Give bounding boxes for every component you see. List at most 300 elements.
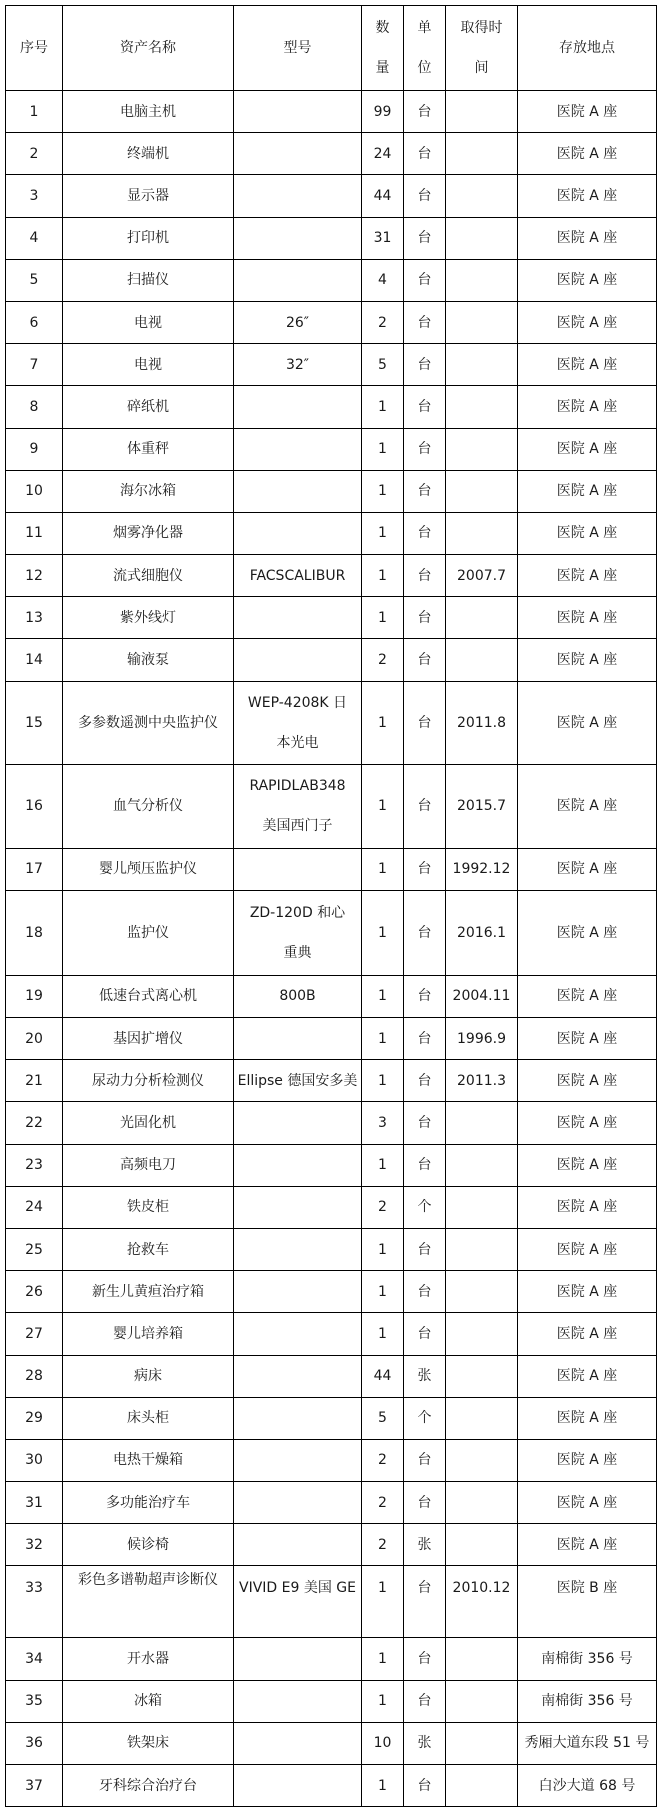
cell-unit: 台 [404, 1482, 446, 1524]
cell-unit: 台 [404, 639, 446, 681]
cell-unit: 台 [404, 597, 446, 639]
cell-location: 医院 A 座 [518, 217, 657, 259]
cell-location: 医院 A 座 [518, 512, 657, 554]
cell-location: 医院 A 座 [518, 639, 657, 681]
cell-index: 22 [6, 1102, 63, 1144]
cell-quantity: 3 [362, 1102, 404, 1144]
cell-acquired-date: 2015.7 [446, 764, 518, 848]
cell-index: 13 [6, 597, 63, 639]
table-row [6, 681, 657, 764]
cell-acquired-date: 2016.1 [446, 890, 518, 975]
cell-acquired-date [446, 1313, 518, 1355]
table-row [6, 428, 657, 470]
cell-index: 3 [6, 175, 63, 217]
cell-quantity: 2 [362, 301, 404, 343]
cell-quantity: 1 [362, 890, 404, 975]
cell-index: 10 [6, 470, 63, 512]
cell-location: 医院 A 座 [518, 470, 657, 512]
cell-quantity: 2 [362, 1186, 404, 1228]
cell-asset-name: 抢救车 [63, 1228, 234, 1270]
cell-acquired-date [446, 512, 518, 554]
table-row [6, 1144, 657, 1186]
cell-acquired-date [446, 1228, 518, 1270]
cell-index: 31 [6, 1482, 63, 1524]
cell-asset-name: 病床 [63, 1355, 234, 1397]
cell-model [234, 1524, 362, 1566]
cell-location: 医院 A 座 [518, 1482, 657, 1524]
cell-quantity: 2 [362, 1482, 404, 1524]
cell-asset-name: 海尔冰箱 [63, 470, 234, 512]
cell-location: 医院 A 座 [518, 386, 657, 428]
cell-quantity: 1 [362, 848, 404, 890]
asset-table [5, 5, 657, 1807]
cell-quantity: 24 [362, 133, 404, 175]
table-row [6, 1060, 657, 1102]
cell-index: 24 [6, 1186, 63, 1228]
table-row [6, 1566, 657, 1638]
cell-unit: 台 [404, 1439, 446, 1481]
cell-asset-name: 床头柜 [63, 1397, 234, 1439]
cell-location: 医院 A 座 [518, 597, 657, 639]
cell-model [234, 1144, 362, 1186]
cell-unit: 台 [404, 975, 446, 1017]
cell-model [234, 1638, 362, 1680]
cell-location: 医院 A 座 [518, 1102, 657, 1144]
cell-asset-name: 牙科综合治疗台 [63, 1765, 234, 1807]
cell-asset-name: 血气分析仪 [63, 764, 234, 848]
table-row [6, 597, 657, 639]
cell-quantity: 1 [362, 555, 404, 597]
cell-acquired-date [446, 133, 518, 175]
cell-acquired-date [446, 639, 518, 681]
cell-unit: 个 [404, 1186, 446, 1228]
table-row [6, 1765, 657, 1807]
cell-quantity: 1 [362, 1313, 404, 1355]
table-row [6, 1313, 657, 1355]
cell-unit: 台 [404, 1228, 446, 1270]
cell-asset-name: 婴儿培养箱 [63, 1313, 234, 1355]
cell-acquired-date [446, 1765, 518, 1807]
cell-model [234, 1313, 362, 1355]
cell-model [234, 133, 362, 175]
cell-asset-name: 紫外线灯 [63, 597, 234, 639]
cell-location: 医院 B 座 [518, 1566, 657, 1638]
cell-model [234, 512, 362, 554]
cell-model: 32″ [234, 344, 362, 386]
cell-unit: 台 [404, 133, 446, 175]
cell-acquired-date: 1992.12 [446, 848, 518, 890]
header-unit: 单位 [404, 6, 446, 91]
table-row [6, 386, 657, 428]
cell-asset-name: 终端机 [63, 133, 234, 175]
cell-location: 医院 A 座 [518, 1018, 657, 1060]
table-row [6, 1638, 657, 1680]
cell-index: 6 [6, 301, 63, 343]
cell-unit: 台 [404, 1313, 446, 1355]
cell-model: ZD-120D 和心重典 [234, 890, 362, 975]
cell-model [234, 386, 362, 428]
cell-index: 28 [6, 1355, 63, 1397]
cell-index: 29 [6, 1397, 63, 1439]
table-row [6, 259, 657, 301]
table-body [6, 91, 657, 1807]
cell-model: WEP-4208K 日本光电 [234, 681, 362, 764]
header-model: 型号 [234, 6, 362, 91]
cell-asset-name: 烟雾净化器 [63, 512, 234, 554]
cell-asset-name: 高频电刀 [63, 1144, 234, 1186]
cell-acquired-date [446, 1482, 518, 1524]
cell-quantity: 99 [362, 91, 404, 133]
cell-asset-name: 输液泵 [63, 639, 234, 681]
cell-quantity: 1 [362, 1566, 404, 1638]
cell-quantity: 1 [362, 975, 404, 1017]
cell-unit: 台 [404, 175, 446, 217]
cell-acquired-date [446, 1186, 518, 1228]
cell-index: 7 [6, 344, 63, 386]
cell-location: 医院 A 座 [518, 1355, 657, 1397]
cell-acquired-date [446, 597, 518, 639]
table-row [6, 890, 657, 975]
cell-model: RAPIDLAB348 美国西门子 [234, 764, 362, 848]
table-row [6, 1722, 657, 1764]
cell-index: 34 [6, 1638, 63, 1680]
cell-model: 26″ [234, 301, 362, 343]
cell-quantity: 1 [362, 1765, 404, 1807]
cell-model [234, 1102, 362, 1144]
cell-unit: 台 [404, 1144, 446, 1186]
cell-unit: 台 [404, 681, 446, 764]
cell-index: 17 [6, 848, 63, 890]
cell-index: 23 [6, 1144, 63, 1186]
cell-index: 30 [6, 1439, 63, 1481]
cell-asset-name: 碎纸机 [63, 386, 234, 428]
cell-model [234, 1722, 362, 1764]
cell-unit: 台 [404, 1638, 446, 1680]
cell-asset-name: 电热干燥箱 [63, 1439, 234, 1481]
cell-index: 27 [6, 1313, 63, 1355]
cell-unit: 台 [404, 428, 446, 470]
table-row [6, 975, 657, 1017]
cell-index: 33 [6, 1566, 63, 1638]
cell-unit: 台 [404, 301, 446, 343]
cell-unit: 台 [404, 1271, 446, 1313]
table-row [6, 512, 657, 554]
cell-index: 26 [6, 1271, 63, 1313]
cell-unit: 台 [404, 1018, 446, 1060]
table-row [6, 1228, 657, 1270]
cell-asset-name: 电脑主机 [63, 91, 234, 133]
table-row [6, 848, 657, 890]
cell-acquired-date [446, 1439, 518, 1481]
cell-unit: 台 [404, 1680, 446, 1722]
cell-location: 医院 A 座 [518, 428, 657, 470]
cell-unit: 台 [404, 1102, 446, 1144]
table-row [6, 639, 657, 681]
cell-acquired-date: 2007.7 [446, 555, 518, 597]
cell-location: 医院 A 座 [518, 259, 657, 301]
cell-location: 医院 A 座 [518, 1186, 657, 1228]
cell-acquired-date [446, 1144, 518, 1186]
cell-asset-name: 尿动力分析检测仪 [63, 1060, 234, 1102]
cell-model [234, 1439, 362, 1481]
cell-unit: 台 [404, 764, 446, 848]
cell-quantity: 1 [362, 1680, 404, 1722]
cell-quantity: 1 [362, 428, 404, 470]
cell-asset-name: 电视 [63, 301, 234, 343]
cell-index: 1 [6, 91, 63, 133]
cell-location: 医院 A 座 [518, 1397, 657, 1439]
cell-acquired-date [446, 301, 518, 343]
cell-location: 医院 A 座 [518, 764, 657, 848]
cell-index: 15 [6, 681, 63, 764]
table-row [6, 1102, 657, 1144]
cell-asset-name: 扫描仪 [63, 259, 234, 301]
cell-location: 医院 A 座 [518, 1060, 657, 1102]
cell-model: VIVID E9 美国 GE [234, 1566, 362, 1638]
cell-asset-name: 监护仪 [63, 890, 234, 975]
cell-acquired-date [446, 428, 518, 470]
table-row [6, 1397, 657, 1439]
cell-asset-name: 冰箱 [63, 1680, 234, 1722]
cell-model [234, 848, 362, 890]
cell-quantity: 5 [362, 344, 404, 386]
cell-quantity: 31 [362, 217, 404, 259]
cell-acquired-date [446, 1271, 518, 1313]
cell-unit: 台 [404, 555, 446, 597]
cell-asset-name: 光固化机 [63, 1102, 234, 1144]
cell-unit: 台 [404, 848, 446, 890]
cell-model [234, 597, 362, 639]
cell-model: FACSCALIBUR [234, 555, 362, 597]
cell-asset-name: 开水器 [63, 1638, 234, 1680]
cell-model [234, 428, 362, 470]
cell-index: 21 [6, 1060, 63, 1102]
cell-index: 9 [6, 428, 63, 470]
cell-asset-name: 多功能治疗车 [63, 1482, 234, 1524]
table-row [6, 344, 657, 386]
cell-quantity: 2 [362, 639, 404, 681]
cell-location: 秀厢大道东段 51 号 [518, 1722, 657, 1764]
cell-location: 医院 A 座 [518, 175, 657, 217]
cell-location: 医院 A 座 [518, 848, 657, 890]
cell-unit: 台 [404, 1765, 446, 1807]
table-row [6, 555, 657, 597]
cell-model [234, 259, 362, 301]
cell-location: 医院 A 座 [518, 555, 657, 597]
cell-quantity: 1 [362, 681, 404, 764]
cell-index: 35 [6, 1680, 63, 1722]
cell-asset-name: 电视 [63, 344, 234, 386]
cell-model [234, 1482, 362, 1524]
cell-acquired-date [446, 344, 518, 386]
cell-acquired-date: 1996.9 [446, 1018, 518, 1060]
cell-unit: 台 [404, 344, 446, 386]
table-row [6, 217, 657, 259]
cell-unit: 台 [404, 91, 446, 133]
cell-acquired-date [446, 91, 518, 133]
cell-model [234, 1397, 362, 1439]
cell-quantity: 44 [362, 175, 404, 217]
table-row [6, 1482, 657, 1524]
cell-asset-name: 婴儿颅压监护仪 [63, 848, 234, 890]
cell-index: 16 [6, 764, 63, 848]
cell-location: 医院 A 座 [518, 1313, 657, 1355]
cell-asset-name: 铁架床 [63, 1722, 234, 1764]
cell-model [234, 639, 362, 681]
cell-quantity: 4 [362, 259, 404, 301]
cell-quantity: 5 [362, 1397, 404, 1439]
cell-unit: 台 [404, 470, 446, 512]
cell-index: 5 [6, 259, 63, 301]
cell-location: 医院 A 座 [518, 681, 657, 764]
cell-unit: 个 [404, 1397, 446, 1439]
cell-asset-name: 多参数遥测中央监护仪 [63, 681, 234, 764]
cell-acquired-date [446, 470, 518, 512]
cell-model [234, 1228, 362, 1270]
cell-quantity: 1 [362, 512, 404, 554]
cell-acquired-date [446, 175, 518, 217]
cell-index: 12 [6, 555, 63, 597]
cell-location: 南棉街 356 号 [518, 1638, 657, 1680]
table-row [6, 1680, 657, 1722]
cell-index: 8 [6, 386, 63, 428]
cell-acquired-date: 2010.12 [446, 1566, 518, 1638]
cell-quantity: 1 [362, 1060, 404, 1102]
cell-location: 医院 A 座 [518, 1144, 657, 1186]
cell-location: 医院 A 座 [518, 133, 657, 175]
cell-index: 11 [6, 512, 63, 554]
cell-quantity: 1 [362, 386, 404, 428]
cell-acquired-date [446, 217, 518, 259]
header-asset-name: 资产名称 [63, 6, 234, 91]
table-row [6, 764, 657, 848]
cell-unit: 台 [404, 890, 446, 975]
header-location: 存放地点 [518, 6, 657, 91]
cell-location: 医院 A 座 [518, 1439, 657, 1481]
cell-acquired-date [446, 1524, 518, 1566]
cell-model [234, 470, 362, 512]
cell-index: 25 [6, 1228, 63, 1270]
cell-asset-name: 基因扩增仪 [63, 1018, 234, 1060]
cell-unit: 台 [404, 386, 446, 428]
cell-model [234, 1355, 362, 1397]
cell-index: 19 [6, 975, 63, 1017]
cell-location: 医院 A 座 [518, 1271, 657, 1313]
header-acquired-date: 取得时间 [446, 6, 518, 91]
cell-model [234, 1186, 362, 1228]
cell-index: 20 [6, 1018, 63, 1060]
table-row [6, 470, 657, 512]
cell-acquired-date [446, 386, 518, 428]
cell-model [234, 1271, 362, 1313]
cell-index: 36 [6, 1722, 63, 1764]
cell-asset-name: 新生儿黄疸治疗箱 [63, 1271, 234, 1313]
cell-acquired-date [446, 1722, 518, 1764]
cell-asset-name: 铁皮柜 [63, 1186, 234, 1228]
cell-acquired-date: 2011.3 [446, 1060, 518, 1102]
cell-location: 医院 A 座 [518, 301, 657, 343]
table-row [6, 1439, 657, 1481]
cell-location: 医院 A 座 [518, 890, 657, 975]
cell-model [234, 91, 362, 133]
cell-location: 医院 A 座 [518, 1228, 657, 1270]
cell-asset-name: 体重秤 [63, 428, 234, 470]
cell-quantity: 1 [362, 597, 404, 639]
cell-acquired-date [446, 1355, 518, 1397]
cell-location: 南棉街 356 号 [518, 1680, 657, 1722]
cell-quantity: 1 [362, 1018, 404, 1060]
table-row [6, 1018, 657, 1060]
cell-location: 医院 A 座 [518, 344, 657, 386]
cell-acquired-date [446, 1638, 518, 1680]
cell-acquired-date [446, 1102, 518, 1144]
cell-model [234, 175, 362, 217]
cell-unit: 台 [404, 1060, 446, 1102]
cell-model [234, 1018, 362, 1060]
cell-asset-name: 流式细胞仪 [63, 555, 234, 597]
cell-location: 医院 A 座 [518, 1524, 657, 1566]
cell-asset-name: 彩色多谱勒超声诊断仪 [63, 1566, 234, 1638]
table-row [6, 175, 657, 217]
cell-unit: 台 [404, 259, 446, 301]
cell-acquired-date: 2011.8 [446, 681, 518, 764]
cell-quantity: 44 [362, 1355, 404, 1397]
cell-acquired-date [446, 1680, 518, 1722]
cell-acquired-date [446, 259, 518, 301]
header-index: 序号 [6, 6, 63, 91]
cell-index: 18 [6, 890, 63, 975]
table-row [6, 1355, 657, 1397]
header-quantity: 数量 [362, 6, 404, 91]
cell-quantity: 1 [362, 764, 404, 848]
cell-model [234, 1680, 362, 1722]
cell-index: 37 [6, 1765, 63, 1807]
cell-asset-name: 打印机 [63, 217, 234, 259]
cell-unit: 张 [404, 1524, 446, 1566]
cell-model [234, 217, 362, 259]
table-row [6, 133, 657, 175]
cell-asset-name: 候诊椅 [63, 1524, 234, 1566]
cell-unit: 张 [404, 1722, 446, 1764]
table-header-row [6, 6, 657, 91]
table-row [6, 1271, 657, 1313]
cell-quantity: 1 [362, 1228, 404, 1270]
table-row [6, 1524, 657, 1566]
cell-model: 800B [234, 975, 362, 1017]
cell-location: 医院 A 座 [518, 975, 657, 1017]
cell-location: 医院 A 座 [518, 91, 657, 133]
cell-quantity: 1 [362, 1638, 404, 1680]
cell-asset-name: 低速台式离心机 [63, 975, 234, 1017]
cell-index: 2 [6, 133, 63, 175]
cell-acquired-date [446, 1397, 518, 1439]
cell-unit: 张 [404, 1355, 446, 1397]
cell-acquired-date: 2004.11 [446, 975, 518, 1017]
cell-quantity: 2 [362, 1439, 404, 1481]
cell-index: 14 [6, 639, 63, 681]
cell-unit: 台 [404, 217, 446, 259]
cell-quantity: 2 [362, 1524, 404, 1566]
table-row [6, 91, 657, 133]
cell-model: Ellipse 德国安多美 [234, 1060, 362, 1102]
cell-unit: 台 [404, 1566, 446, 1638]
cell-asset-name: 显示器 [63, 175, 234, 217]
cell-model [234, 1765, 362, 1807]
table-row [6, 1186, 657, 1228]
cell-index: 32 [6, 1524, 63, 1566]
cell-location: 白沙大道 68 号 [518, 1765, 657, 1807]
cell-index: 4 [6, 217, 63, 259]
